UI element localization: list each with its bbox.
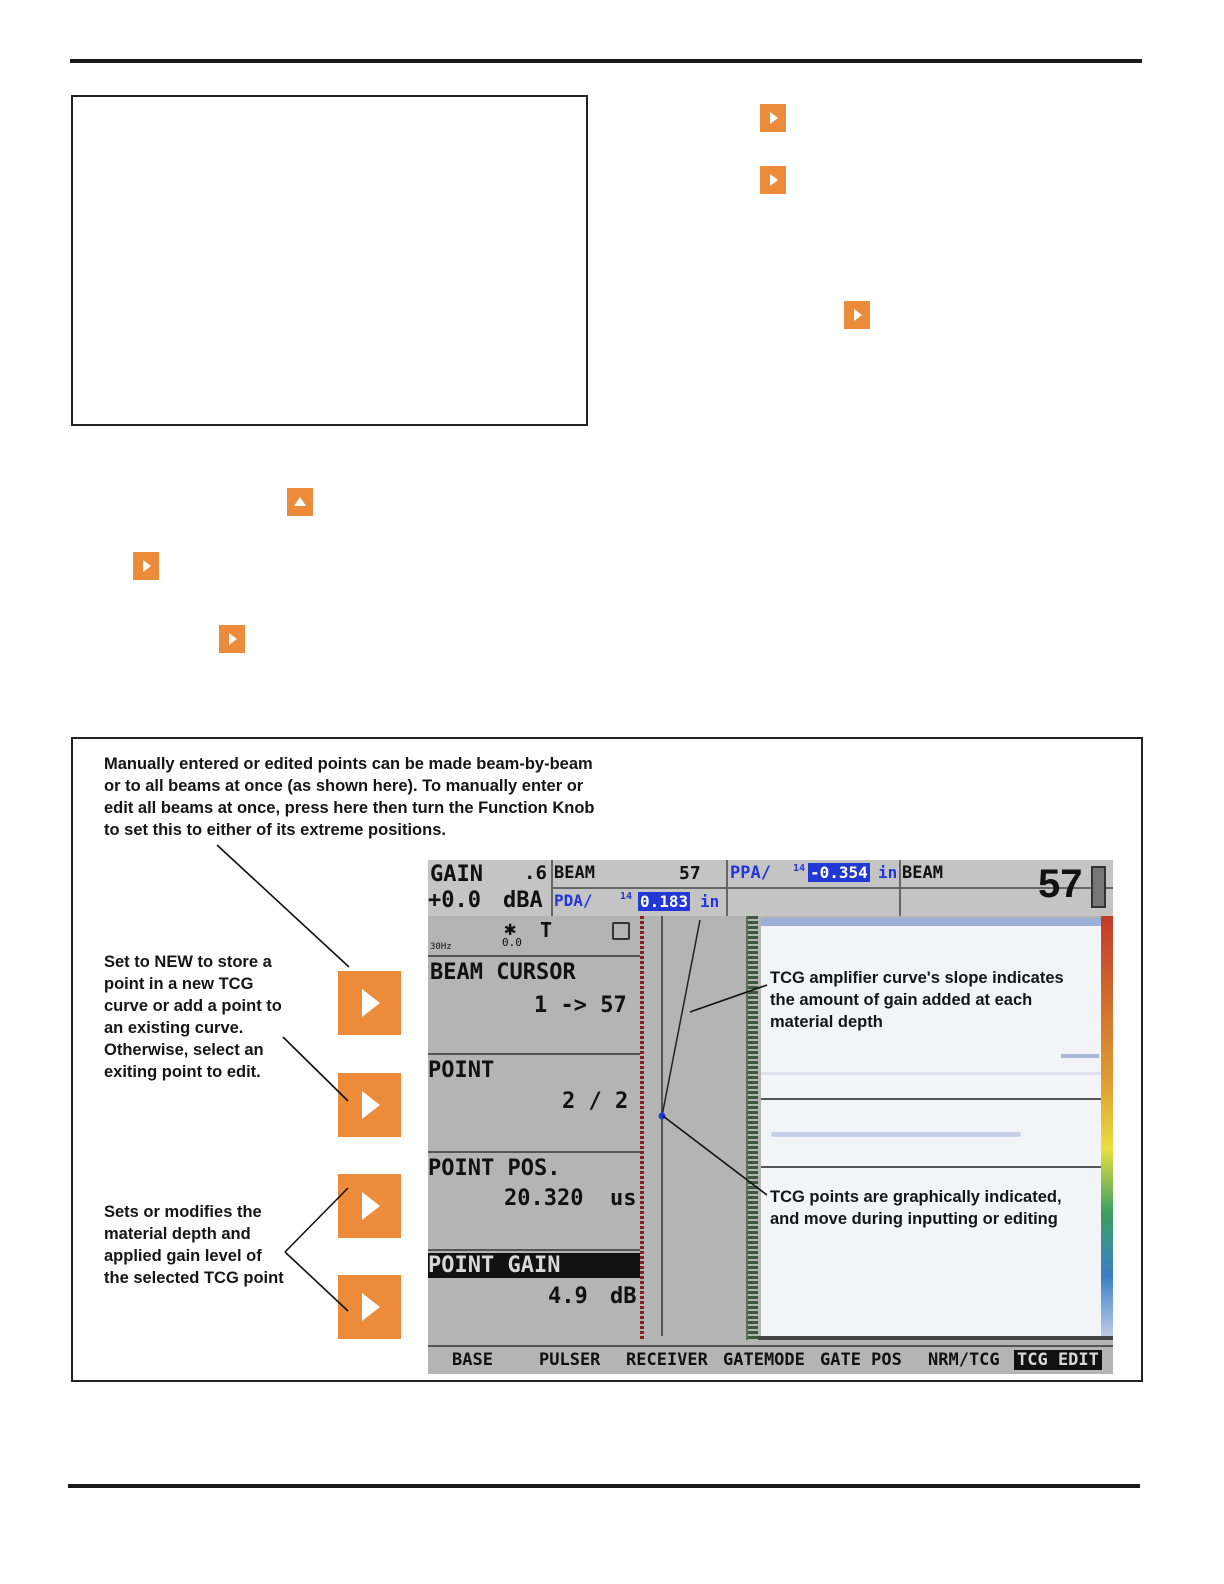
point-value: 2 / 2 bbox=[562, 1089, 629, 1114]
point-gain-unit: dB bbox=[610, 1284, 637, 1309]
ppa-unit: in bbox=[878, 863, 898, 882]
beam-value: 57 bbox=[679, 863, 701, 884]
point-pos-unit: us bbox=[610, 1186, 637, 1211]
gain-unit: dBA bbox=[503, 888, 543, 913]
point-label: POINT bbox=[428, 1058, 495, 1083]
pda-value: 0.183 bbox=[640, 892, 689, 911]
freq-label: 30Hz bbox=[430, 942, 452, 952]
new-note: Set to NEW to store a point in a new TCG curve or add a point to an existing curve. Otherwise, select an exiting point to edit. bbox=[104, 953, 282, 1081]
top-note: Manually entered or edited points can be made beam-by-beam or to all beams at once (as shown here). To manually enter or edit all beams at once, press here then turn the Function Knob to set this to either of its extreme positions. bbox=[104, 755, 595, 839]
gain-step: .6 bbox=[524, 862, 547, 884]
ppa-value: -0.354 bbox=[810, 863, 868, 882]
beam-big-value: 57 bbox=[1038, 862, 1083, 906]
sun-icon: ✱ bbox=[504, 916, 517, 940]
t-icon: T bbox=[540, 918, 553, 942]
softkey-gatemode[interactable]: GATEMODE bbox=[723, 1350, 805, 1370]
softkey-tcg-edit[interactable]: TCG EDIT bbox=[1014, 1350, 1102, 1370]
points-note: TCG points are graphically indicated, and move during inputting or editing bbox=[770, 1188, 1062, 1228]
softkey-receiver[interactable]: RECEIVER bbox=[626, 1350, 708, 1370]
point-pos-value: 20.320 bbox=[504, 1186, 584, 1211]
slope-note: TCG amplifier curve's slope indicates the amount of gain added at each material depth bbox=[770, 969, 1064, 1031]
beam-big-label: BEAM bbox=[902, 863, 943, 883]
beam-label: BEAM bbox=[554, 863, 595, 883]
pda-unit: in bbox=[700, 892, 720, 911]
ppa-label: PPA/ bbox=[730, 863, 771, 883]
gain-label: GAIN bbox=[430, 862, 483, 887]
softkey-gate-pos[interactable]: GATE POS bbox=[820, 1350, 902, 1370]
pda-label: PDA/ bbox=[554, 891, 593, 910]
gain-value: +0.0 bbox=[428, 888, 481, 913]
depth-note: Sets or modifies the material depth and applied gain level of the selected TCG point bbox=[104, 1203, 284, 1287]
softkey-pulser[interactable]: PULSER bbox=[539, 1350, 601, 1370]
softkey-nrm-tcg[interactable]: NRM/TCG bbox=[928, 1350, 1000, 1370]
point-gain-value: 4.9 bbox=[548, 1284, 588, 1309]
zero-label: 0.0 bbox=[502, 936, 522, 949]
ppa-sup: 14 bbox=[793, 863, 806, 874]
point-gain-label: POINT GAIN bbox=[428, 1253, 640, 1278]
beam-cursor-label: BEAM CURSOR bbox=[430, 960, 576, 985]
pda-sup: 14 bbox=[620, 891, 633, 902]
point-pos-label: POINT POS. bbox=[428, 1156, 561, 1181]
beam-cursor-value: 1 -> 57 bbox=[534, 993, 627, 1018]
softkey-base[interactable]: BASE bbox=[452, 1350, 493, 1370]
